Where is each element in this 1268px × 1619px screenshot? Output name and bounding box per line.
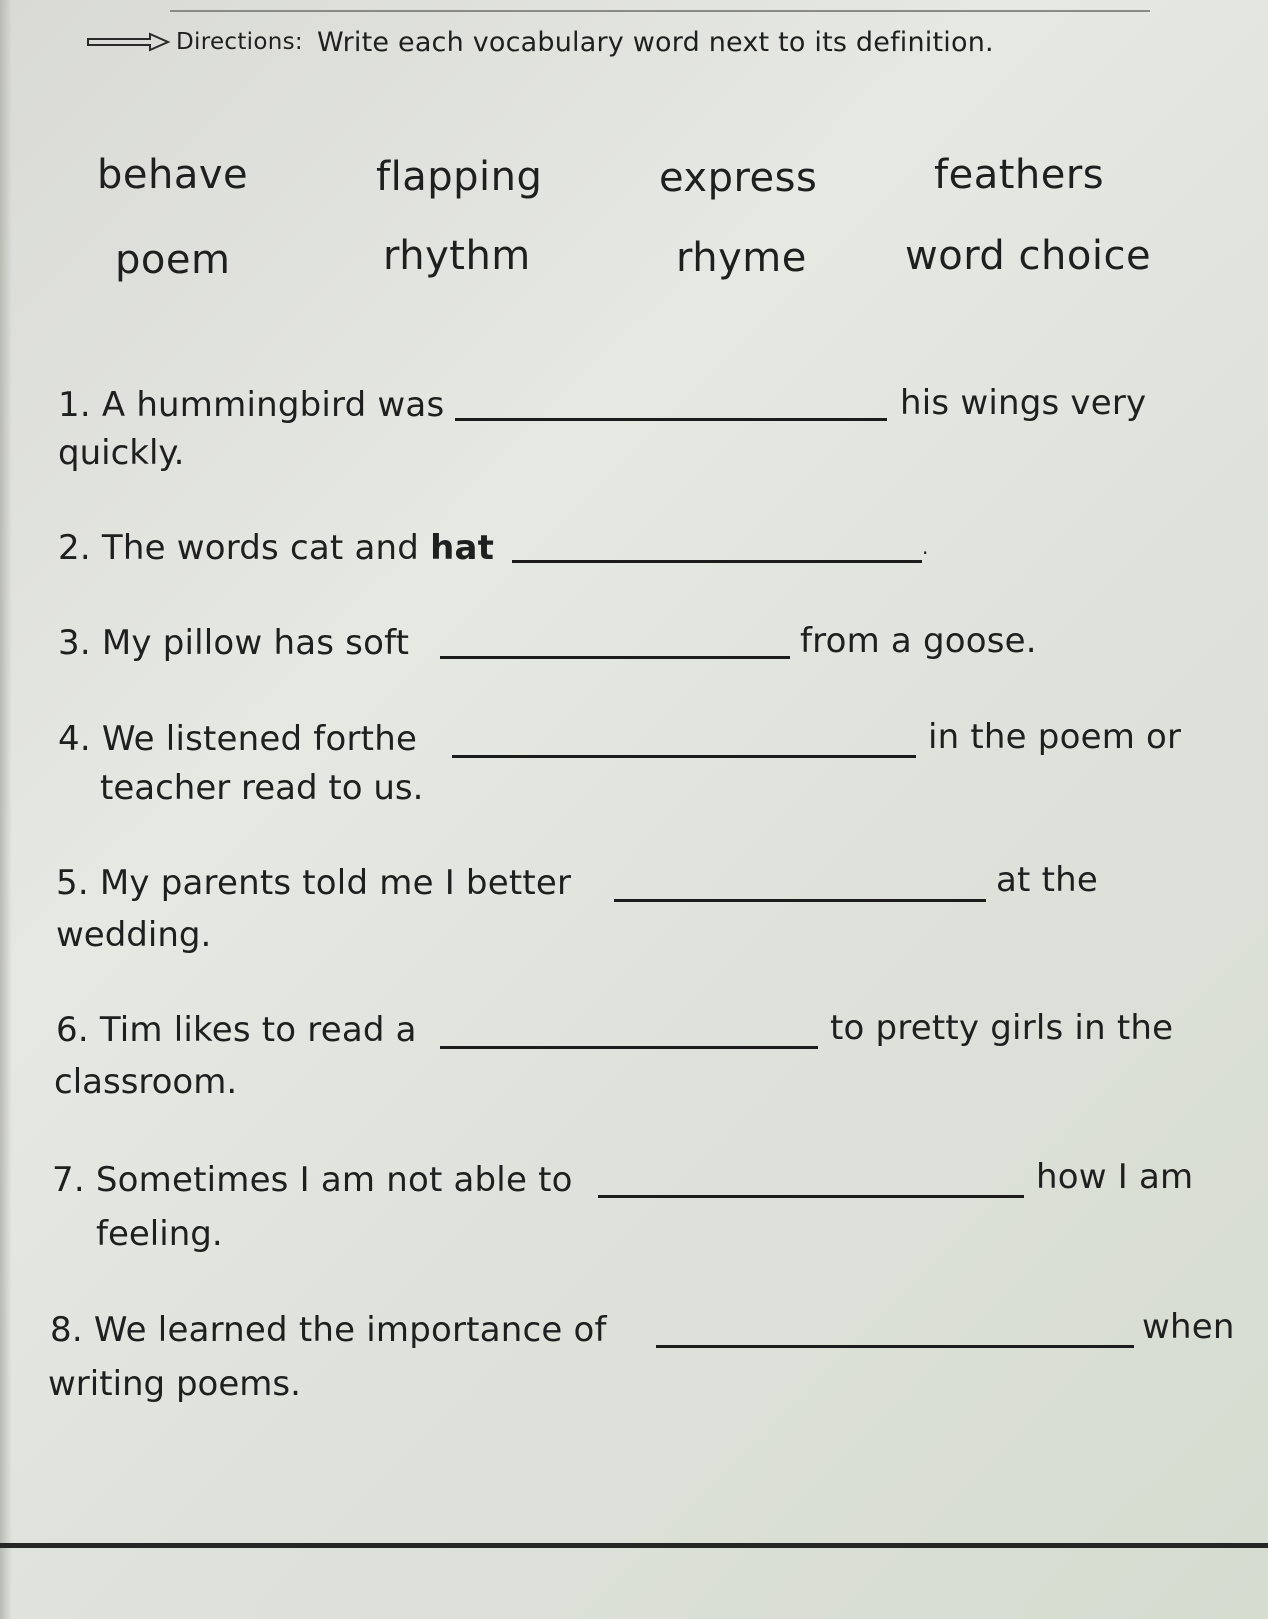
answer-blank[interactable] [440, 1046, 818, 1049]
question-text: to pretty girls in the [830, 1008, 1174, 1048]
example-word: cat [290, 528, 344, 568]
question-text: from a goose. [800, 621, 1037, 661]
bottom-border-line [0, 1543, 1268, 1548]
word-bank-word: express [659, 155, 818, 201]
question-text: 3. My pillow has soft [58, 623, 410, 663]
word-bank-word: rhyme [676, 235, 807, 281]
question-text: 6. Tim likes to read a [56, 1010, 417, 1050]
directions-text: Write each vocabulary word next to its definition. [316, 26, 994, 58]
answer-blank[interactable] [598, 1195, 1024, 1198]
word-bank-word: word choice [905, 233, 1152, 279]
answer-blank[interactable] [455, 418, 887, 421]
word-bank-word: behave [97, 152, 249, 198]
directions-label: Directions: [176, 29, 303, 55]
top-border-line [170, 0, 1150, 12]
directions-line [86, 22, 994, 62]
question-continuation: quickly. [58, 433, 185, 473]
answer-blank[interactable] [656, 1345, 1134, 1348]
question-continuation: feeling. [96, 1214, 223, 1254]
question-text: 2. The words cat and hat [58, 528, 495, 568]
answer-blank[interactable] [614, 899, 986, 902]
word-bank-word: feathers [934, 152, 1105, 198]
answer-blank[interactable] [512, 560, 922, 563]
question-continuation: classroom. [54, 1062, 238, 1102]
question-text: 7. Sometimes I am not able to [52, 1160, 573, 1200]
answer-blank[interactable] [452, 755, 916, 758]
question-text: 8. We learned the importance of [50, 1310, 607, 1350]
answer-blank[interactable] [440, 656, 790, 659]
word-bank-word: poem [115, 237, 231, 283]
question-text: . [922, 535, 929, 559]
question-text: his wings very [900, 383, 1147, 423]
question-text: 1. A hummingbird was [58, 385, 445, 425]
question-continuation: writing poems. [48, 1364, 301, 1404]
question-text: 5. My parents told me I better [56, 863, 572, 903]
question-text: when [1142, 1307, 1235, 1347]
question-text: at the [996, 860, 1098, 900]
example-word: hat [430, 528, 495, 568]
question-continuation: wedding. [56, 915, 212, 955]
word-bank-word: flapping [376, 154, 543, 200]
question-text: how I am [1036, 1157, 1194, 1197]
arrow-right-icon [86, 32, 172, 52]
word-bank-word: rhythm [383, 233, 531, 279]
question-text: in the poem or [928, 717, 1182, 757]
question-text: 4. We listened forthe [58, 719, 418, 759]
page-shadow-edge [0, 0, 12, 1619]
question-continuation: teacher read to us. [100, 768, 424, 808]
